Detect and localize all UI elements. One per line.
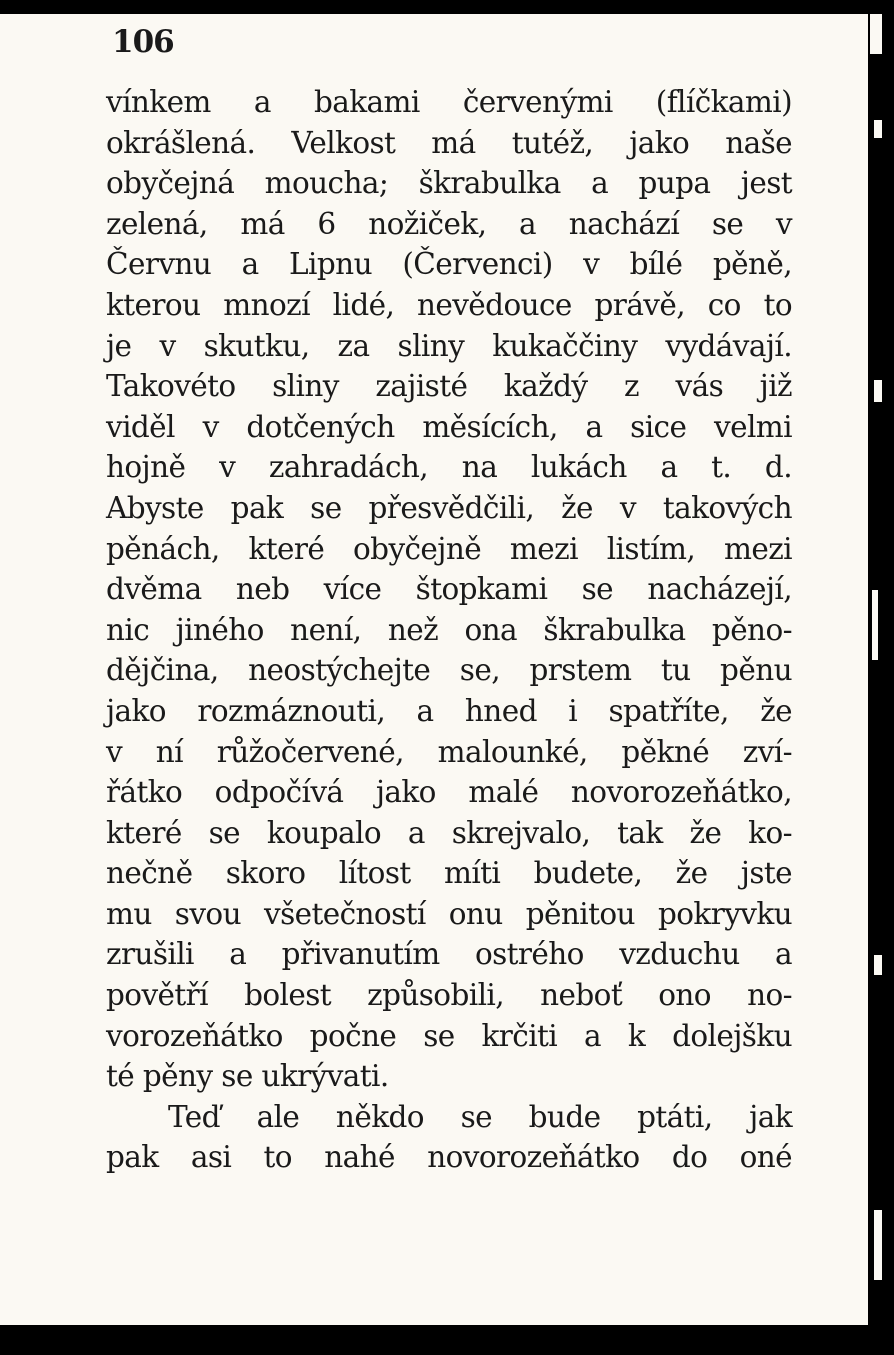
text-line: vorozeňátko počne se krčiti a k dolejšku [106, 1018, 792, 1053]
text-line: jako rozmáznouti, a hned i spatříte, že [106, 693, 792, 728]
page-number: 106 [112, 24, 174, 60]
text-line: hojně v zahradách, na lukách a t. d. [106, 450, 792, 485]
text-line: mu svou všetečností onu pěnitou pokryvku [106, 896, 792, 931]
text-line: Abyste pak se přesvědčili, že v takových [106, 490, 792, 525]
edge-mark [874, 120, 882, 138]
text-line: nečně skoro lítost míti budete, že jste [106, 856, 792, 891]
text-line: okrášlená. Velkost má tutéž, jako naše [106, 125, 792, 160]
text-line: pěnách, které obyčejně mezi listím, mezi [106, 531, 792, 566]
text-line: kterou mnozí lidé, nevědouce právě, co to [106, 287, 792, 322]
text-line: povětří bolest způsobili, neboť ono no- [106, 978, 792, 1013]
text-line: v ní růžočervené, malounké, pěkné zví- [106, 734, 792, 769]
paragraph-end-line: té pěny se ukrývati. [106, 1059, 389, 1094]
edge-mark [874, 1210, 882, 1280]
text-line: je v skutku, za sliny kukaččiny vydávají. [106, 328, 792, 363]
scan-top-border [0, 0, 894, 14]
text-line: vínkem a bakami červenými (flíčkami) [106, 85, 792, 119]
edge-mark [870, 14, 882, 54]
text-line: dějčina, neostýchejte se, prstem tu pěnu [106, 653, 792, 688]
text-line: které se koupalo a skrejvalo, tak že ko- [106, 815, 792, 850]
edge-mark [874, 955, 882, 975]
scan-right-edge [868, 0, 894, 1355]
text-line: Takovéto sliny zajisté každý z vás již [106, 369, 792, 404]
edge-mark [874, 380, 882, 402]
paragraph-start-line: Teď ale někdo se bude ptáti, jak [168, 1099, 792, 1134]
text-line: obyčejná moucha; škrabulka a pupa jest [106, 166, 792, 201]
text-line: zrušili a přivanutím ostrého vzduchu a [106, 937, 792, 972]
text-line: pak asi to nahé novorozeňátko do oné [106, 1140, 792, 1175]
text-line: Červnu a Lipnu (Červenci) v bílé pěně, [106, 247, 792, 282]
body-text [106, 82, 792, 1178]
edge-mark [872, 590, 878, 660]
text-line: nic jiného není, než ona škrabulka pěno- [106, 612, 792, 647]
text-line: zelená, má 6 nožiček, a nachází se v [106, 206, 792, 241]
text-line: dvěma neb více štopkami se nacházejí, [106, 572, 792, 607]
text-line: viděl v dotčených měsících, a sice velmi [106, 409, 792, 444]
text-line: řátko odpočívá jako malé novorozeňátko, [106, 775, 792, 810]
